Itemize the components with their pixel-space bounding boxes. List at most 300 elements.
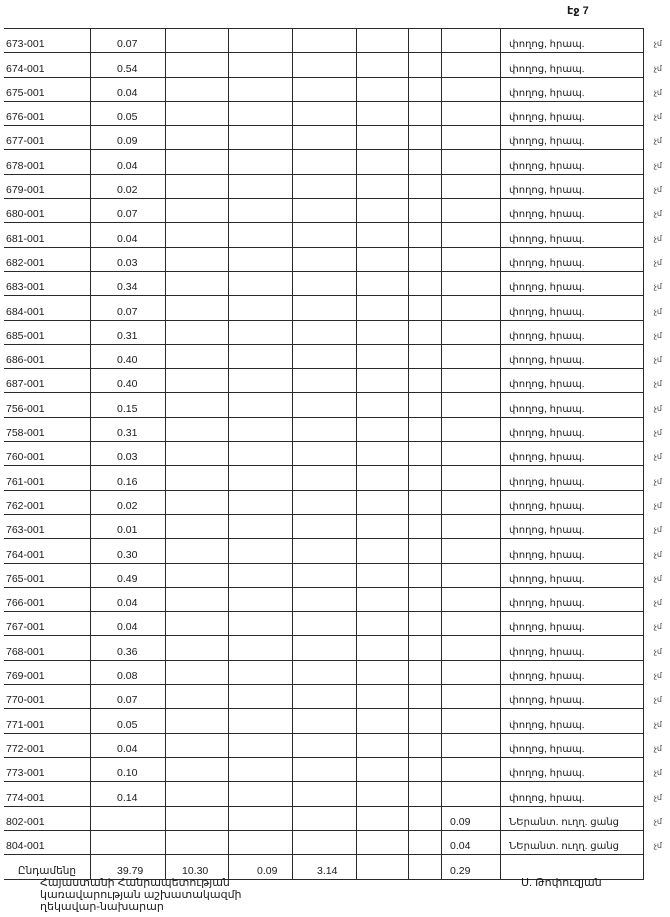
- totals-label-cell: Ընդամենը: [17, 865, 77, 878]
- column-6-cell: [356, 150, 408, 173]
- table-row: [4, 831, 662, 855]
- parcel-code-cell: 771-001: [6, 718, 45, 731]
- parcel-code-cell: 773-001: [6, 767, 45, 780]
- total-column-5-cell: 3.14: [292, 855, 356, 879]
- land-use-description-cell: փողոց, հրապ.: [500, 515, 644, 538]
- land-use-description-cell: փողոց, հրապ.: [500, 29, 644, 52]
- column-3-cell: [165, 807, 228, 830]
- row-margin-mark: չմ: [653, 768, 662, 778]
- parcel-code-cell: 682-001: [6, 256, 45, 269]
- column-8-cell: [441, 539, 500, 562]
- column-8-cell: [441, 661, 500, 684]
- issuer-line-1: Հայաստանի Հանրապետության: [40, 877, 230, 889]
- column-6-cell: [356, 102, 408, 125]
- column-5-cell: [292, 709, 356, 732]
- parcel-code-cell: 684-001: [6, 305, 45, 318]
- column-6-cell: [356, 612, 408, 635]
- land-use-description-cell: փողոց, հրապ.: [500, 734, 644, 757]
- column-4-cell: [228, 345, 292, 368]
- table-row: [4, 369, 662, 393]
- column-8-cell: [441, 588, 500, 611]
- column-5-cell: [292, 223, 356, 246]
- column-6-cell: [356, 199, 408, 222]
- column-5-cell: [292, 612, 356, 635]
- column-8-cell: [441, 442, 500, 465]
- column-6-cell: [356, 345, 408, 368]
- column-6-cell: [356, 223, 408, 246]
- column-5-cell: [292, 29, 356, 52]
- column-3-cell: [165, 709, 228, 732]
- column-3-cell: [165, 442, 228, 465]
- column-7-cell: [408, 418, 441, 441]
- signer-name: Ս. Թոփուզյան: [521, 877, 602, 889]
- area-value-cell: 0.31: [90, 418, 165, 441]
- column-5-cell: [292, 734, 356, 757]
- row-margin-mark: չմ: [653, 185, 662, 195]
- column-4-cell: [228, 782, 292, 805]
- column-8-cell: [441, 199, 500, 222]
- column-5-cell: [292, 393, 356, 416]
- column-8-cell: 0.09: [441, 807, 500, 830]
- column-6-cell: [356, 807, 408, 830]
- column-7-cell: [408, 442, 441, 465]
- column-4-cell: [228, 685, 292, 708]
- column-5-cell: [292, 564, 356, 587]
- column-6-cell: [356, 758, 408, 781]
- column-8-cell: [441, 734, 500, 757]
- column-4-cell: [228, 466, 292, 489]
- column-8-cell: [441, 321, 500, 344]
- table-row: [4, 758, 662, 782]
- column-4-cell: [228, 223, 292, 246]
- area-value-cell: 0.08: [90, 661, 165, 684]
- column-7-cell: [408, 734, 441, 757]
- row-margin-mark: չմ: [653, 549, 662, 559]
- row-margin-mark: չմ: [653, 573, 662, 583]
- column-4-cell: [228, 102, 292, 125]
- column-7-cell: [408, 661, 441, 684]
- table-row: [4, 28, 662, 53]
- column-3-cell: [165, 393, 228, 416]
- column-8-cell: [441, 175, 500, 198]
- column-3-cell: [165, 564, 228, 587]
- table-row: [4, 78, 662, 102]
- land-use-description-cell: փողոց, հրապ.: [500, 393, 644, 416]
- land-register-table: [4, 28, 662, 880]
- row-margin-mark: չմ: [653, 379, 662, 389]
- total-column-6-cell: [356, 855, 408, 879]
- land-use-description-cell: փողոց, հրապ.: [500, 588, 644, 611]
- row-margin-mark: չմ: [653, 671, 662, 681]
- parcel-code-cell: 804-001: [6, 840, 45, 853]
- column-6-cell: [356, 588, 408, 611]
- column-8-cell: [441, 758, 500, 781]
- table-row: [4, 807, 662, 831]
- area-value-cell: 0.07: [90, 296, 165, 319]
- column-4-cell: [228, 29, 292, 52]
- column-7-cell: [408, 539, 441, 562]
- land-use-description-cell: փողոց, հրապ.: [500, 466, 644, 489]
- row-margin-mark: չմ: [653, 282, 662, 292]
- column-6-cell: [356, 369, 408, 392]
- column-5-cell: [292, 758, 356, 781]
- column-4-cell: [228, 539, 292, 562]
- column-4-cell: [228, 175, 292, 198]
- table-row: [4, 418, 662, 442]
- land-use-description-cell: փողոց, հրապ.: [500, 369, 644, 392]
- column-6-cell: [356, 393, 408, 416]
- column-5-cell: [292, 491, 356, 514]
- column-8-cell: [441, 345, 500, 368]
- row-margin-mark: չմ: [653, 598, 662, 608]
- column-8-cell: [441, 248, 500, 271]
- column-5-cell: [292, 248, 356, 271]
- row-margin-mark: չմ: [653, 112, 662, 122]
- column-4-cell: [228, 807, 292, 830]
- column-3-cell: [165, 831, 228, 854]
- row-margin-mark: չմ: [653, 306, 662, 316]
- land-use-description-cell: փողոց, հրապ.: [500, 491, 644, 514]
- column-6-cell: [356, 782, 408, 805]
- land-use-description-cell: փողոց, հրապ.: [500, 272, 644, 295]
- column-3-cell: [165, 29, 228, 52]
- column-5-cell: [292, 199, 356, 222]
- row-margin-mark: չմ: [653, 209, 662, 219]
- column-3-cell: [165, 758, 228, 781]
- column-5-cell: [292, 150, 356, 173]
- row-margin-mark: չմ: [653, 646, 662, 656]
- column-6-cell: [356, 466, 408, 489]
- parcel-code-cell: 676-001: [6, 111, 45, 124]
- column-7-cell: [408, 369, 441, 392]
- column-8-cell: [441, 418, 500, 441]
- area-value-cell: 0.31: [90, 321, 165, 344]
- area-value-cell: 0.04: [90, 588, 165, 611]
- parcel-code-cell: 766-001: [6, 597, 45, 610]
- area-value-cell: 0.09: [90, 126, 165, 149]
- column-5-cell: [292, 126, 356, 149]
- column-6-cell: [356, 734, 408, 757]
- row-margin-mark: չմ: [653, 695, 662, 705]
- parcel-code-cell: 679-001: [6, 184, 45, 197]
- total-description-cell: [500, 855, 644, 879]
- area-value-cell: 0.04: [90, 223, 165, 246]
- column-6-cell: [356, 53, 408, 76]
- parcel-code-cell: 674-001: [6, 62, 45, 75]
- table-row: [4, 223, 662, 247]
- parcel-code-cell: 685-001: [6, 329, 45, 342]
- table-row: [4, 515, 662, 539]
- column-5-cell: [292, 272, 356, 295]
- column-7-cell: [408, 321, 441, 344]
- column-6-cell: [356, 442, 408, 465]
- parcel-code-cell: 768-001: [6, 645, 45, 658]
- land-use-description-cell: փողոց, հրապ.: [500, 636, 644, 659]
- parcel-code-cell: 761-001: [6, 475, 45, 488]
- area-value-cell: 0.34: [90, 272, 165, 295]
- row-margin-mark: չմ: [653, 841, 662, 851]
- column-8-cell: [441, 612, 500, 635]
- parcel-code-cell: 763-001: [6, 524, 45, 537]
- area-value-cell: 0.15: [90, 393, 165, 416]
- row-margin-mark: չմ: [653, 39, 662, 49]
- column-4-cell: [228, 831, 292, 854]
- total-column-2-cell: 39.79: [90, 855, 165, 879]
- parcel-code-cell: 762-001: [6, 499, 45, 512]
- column-8-cell: [441, 636, 500, 659]
- table-row: [4, 321, 662, 345]
- parcel-code-cell: 764-001: [6, 548, 45, 561]
- land-use-description-cell: փողոց, հրապ.: [500, 248, 644, 271]
- column-6-cell: [356, 418, 408, 441]
- total-column-4-cell: 0.09: [228, 855, 292, 879]
- table-row: [4, 345, 662, 369]
- row-margin-mark: չմ: [653, 428, 662, 438]
- area-value-cell: 0.05: [90, 709, 165, 732]
- column-8-cell: [441, 685, 500, 708]
- column-3-cell: [165, 466, 228, 489]
- column-4-cell: [228, 564, 292, 587]
- column-6-cell: [356, 831, 408, 854]
- column-5-cell: [292, 418, 356, 441]
- column-4-cell: [228, 612, 292, 635]
- column-7-cell: [408, 345, 441, 368]
- column-7-cell: [408, 126, 441, 149]
- column-4-cell: [228, 418, 292, 441]
- table-row: [4, 661, 662, 685]
- table-row: [4, 53, 662, 77]
- table-row: [4, 685, 662, 709]
- parcel-code-cell: 767-001: [6, 621, 45, 634]
- table-row: [4, 612, 662, 636]
- area-value-cell: 0.05: [90, 102, 165, 125]
- land-use-description-cell: փողոց, հրապ.: [500, 539, 644, 562]
- column-5-cell: [292, 53, 356, 76]
- column-3-cell: [165, 150, 228, 173]
- column-7-cell: [408, 29, 441, 52]
- table-row: [4, 102, 662, 126]
- area-value-cell: 0.07: [90, 29, 165, 52]
- row-margin-mark: չմ: [653, 63, 662, 73]
- column-8-cell: [441, 515, 500, 538]
- column-5-cell: [292, 102, 356, 125]
- parcel-code-cell: 770-001: [6, 694, 45, 707]
- column-6-cell: [356, 175, 408, 198]
- area-value-cell: 0.10: [90, 758, 165, 781]
- column-8-cell: [441, 466, 500, 489]
- area-value-cell: 0.04: [90, 78, 165, 101]
- area-value-cell: 0.14: [90, 782, 165, 805]
- land-use-description-cell: փողոց, հրապ.: [500, 782, 644, 805]
- column-7-cell: [408, 248, 441, 271]
- column-3-cell: [165, 248, 228, 271]
- area-value-cell: 0.40: [90, 345, 165, 368]
- column-3-cell: [165, 296, 228, 319]
- parcel-code-cell: 675-001: [6, 86, 45, 99]
- column-7-cell: [408, 612, 441, 635]
- column-7-cell: [408, 515, 441, 538]
- area-value-cell: 0.54: [90, 53, 165, 76]
- row-margin-mark: չմ: [653, 525, 662, 535]
- column-3-cell: [165, 345, 228, 368]
- land-use-description-cell: փողոց, հրապ.: [500, 150, 644, 173]
- column-4-cell: [228, 53, 292, 76]
- table-row: [4, 734, 662, 758]
- land-use-description-cell: փողոց, հրապ.: [500, 296, 644, 319]
- row-margin-mark: չմ: [653, 719, 662, 729]
- column-6-cell: [356, 709, 408, 732]
- column-3-cell: [165, 539, 228, 562]
- column-7-cell: [408, 150, 441, 173]
- area-value-cell: 0.04: [90, 150, 165, 173]
- column-3-cell: [165, 612, 228, 635]
- row-margin-mark: չմ: [653, 476, 662, 486]
- column-8-cell: 0.04: [441, 831, 500, 854]
- column-8-cell: [441, 126, 500, 149]
- column-3-cell: [165, 272, 228, 295]
- column-8-cell: [441, 29, 500, 52]
- row-margin-mark: չմ: [653, 233, 662, 243]
- column-5-cell: [292, 345, 356, 368]
- column-7-cell: [408, 564, 441, 587]
- column-3-cell: [165, 199, 228, 222]
- column-7-cell: [408, 491, 441, 514]
- column-4-cell: [228, 369, 292, 392]
- column-7-cell: [408, 78, 441, 101]
- column-8-cell: [441, 296, 500, 319]
- column-3-cell: [165, 782, 228, 805]
- table-row: [4, 272, 662, 296]
- column-7-cell: [408, 272, 441, 295]
- column-6-cell: [356, 564, 408, 587]
- column-7-cell: [408, 223, 441, 246]
- area-value-cell: 0.16: [90, 466, 165, 489]
- table-row: [4, 709, 662, 733]
- column-4-cell: [228, 709, 292, 732]
- land-use-description-cell: փողոց, հրապ.: [500, 442, 644, 465]
- column-3-cell: [165, 734, 228, 757]
- row-margin-mark: չմ: [653, 500, 662, 510]
- column-6-cell: [356, 296, 408, 319]
- area-value-cell: 0.02: [90, 175, 165, 198]
- column-3-cell: [165, 369, 228, 392]
- land-use-description-cell: փողոց, հրապ.: [500, 321, 644, 344]
- table-row: [4, 150, 662, 174]
- row-margin-mark: չմ: [653, 452, 662, 462]
- row-margin-mark: չմ: [653, 87, 662, 97]
- land-use-description-cell: փողոց, հրապ.: [500, 612, 644, 635]
- parcel-code-cell: 683-001: [6, 281, 45, 294]
- column-7-cell: [408, 466, 441, 489]
- column-7-cell: [408, 199, 441, 222]
- land-use-description-cell: փողոց, հրապ.: [500, 709, 644, 732]
- column-7-cell: [408, 102, 441, 125]
- column-7-cell: [408, 807, 441, 830]
- table-row: [4, 296, 662, 320]
- column-4-cell: [228, 126, 292, 149]
- area-value-cell: 0.01: [90, 515, 165, 538]
- column-8-cell: [441, 709, 500, 732]
- area-value-cell: 0.04: [90, 612, 165, 635]
- row-margin-mark: չմ: [653, 792, 662, 802]
- row-margin-mark: չմ: [653, 257, 662, 267]
- column-3-cell: [165, 418, 228, 441]
- parcel-code-cell: 774-001: [6, 791, 45, 804]
- land-use-description-cell: փողոց, հրապ.: [500, 223, 644, 246]
- area-value-cell: 0.36: [90, 636, 165, 659]
- land-use-description-cell: փողոց, հրապ.: [500, 685, 644, 708]
- column-4-cell: [228, 661, 292, 684]
- parcel-code-cell: 802-001: [6, 815, 45, 828]
- table-row: [4, 588, 662, 612]
- row-margin-mark: չմ: [653, 403, 662, 413]
- column-8-cell: [441, 102, 500, 125]
- column-6-cell: [356, 272, 408, 295]
- column-5-cell: [292, 466, 356, 489]
- column-8-cell: [441, 223, 500, 246]
- column-4-cell: [228, 321, 292, 344]
- column-6-cell: [356, 661, 408, 684]
- column-6-cell: [356, 321, 408, 344]
- column-6-cell: [356, 636, 408, 659]
- land-use-description-cell: փողոց, հրապ.: [500, 175, 644, 198]
- table-row: [4, 491, 662, 515]
- land-use-description-cell: փողոց, հրապ.: [500, 418, 644, 441]
- column-5-cell: [292, 636, 356, 659]
- column-3-cell: [165, 636, 228, 659]
- land-use-description-cell: ՆԵրանտ. ուղղ. ցանց: [500, 807, 644, 830]
- column-5-cell: [292, 807, 356, 830]
- parcel-code-cell: 760-001: [6, 451, 45, 464]
- column-6-cell: [356, 126, 408, 149]
- column-7-cell: [408, 758, 441, 781]
- row-margin-mark: չմ: [653, 136, 662, 146]
- area-value-cell: 0.49: [90, 564, 165, 587]
- land-use-description-cell: փողոց, հրապ.: [500, 126, 644, 149]
- area-value-cell: 0.03: [90, 442, 165, 465]
- column-4-cell: [228, 758, 292, 781]
- table-row: [4, 126, 662, 150]
- column-7-cell: [408, 296, 441, 319]
- area-value-cell: [90, 831, 165, 854]
- column-3-cell: [165, 685, 228, 708]
- column-5-cell: [292, 539, 356, 562]
- column-3-cell: [165, 126, 228, 149]
- parcel-code-cell: 687-001: [6, 378, 45, 391]
- row-margin-mark: չմ: [653, 743, 662, 753]
- column-4-cell: [228, 199, 292, 222]
- column-5-cell: [292, 588, 356, 611]
- column-3-cell: [165, 321, 228, 344]
- column-6-cell: [356, 539, 408, 562]
- column-8-cell: [441, 272, 500, 295]
- row-margin-mark: չմ: [653, 816, 662, 826]
- column-4-cell: [228, 150, 292, 173]
- row-margin-mark: չմ: [653, 355, 662, 365]
- land-use-description-cell: փողոց, հրապ.: [500, 661, 644, 684]
- column-5-cell: [292, 442, 356, 465]
- area-value-cell: 0.07: [90, 199, 165, 222]
- table-row: [4, 782, 662, 806]
- column-8-cell: [441, 564, 500, 587]
- column-3-cell: [165, 515, 228, 538]
- table-row: [4, 442, 662, 466]
- table-row: [4, 199, 662, 223]
- column-5-cell: [292, 78, 356, 101]
- column-5-cell: [292, 515, 356, 538]
- land-use-description-cell: ՆԵրանտ. ուղղ. ցանց: [500, 831, 644, 854]
- column-6-cell: [356, 515, 408, 538]
